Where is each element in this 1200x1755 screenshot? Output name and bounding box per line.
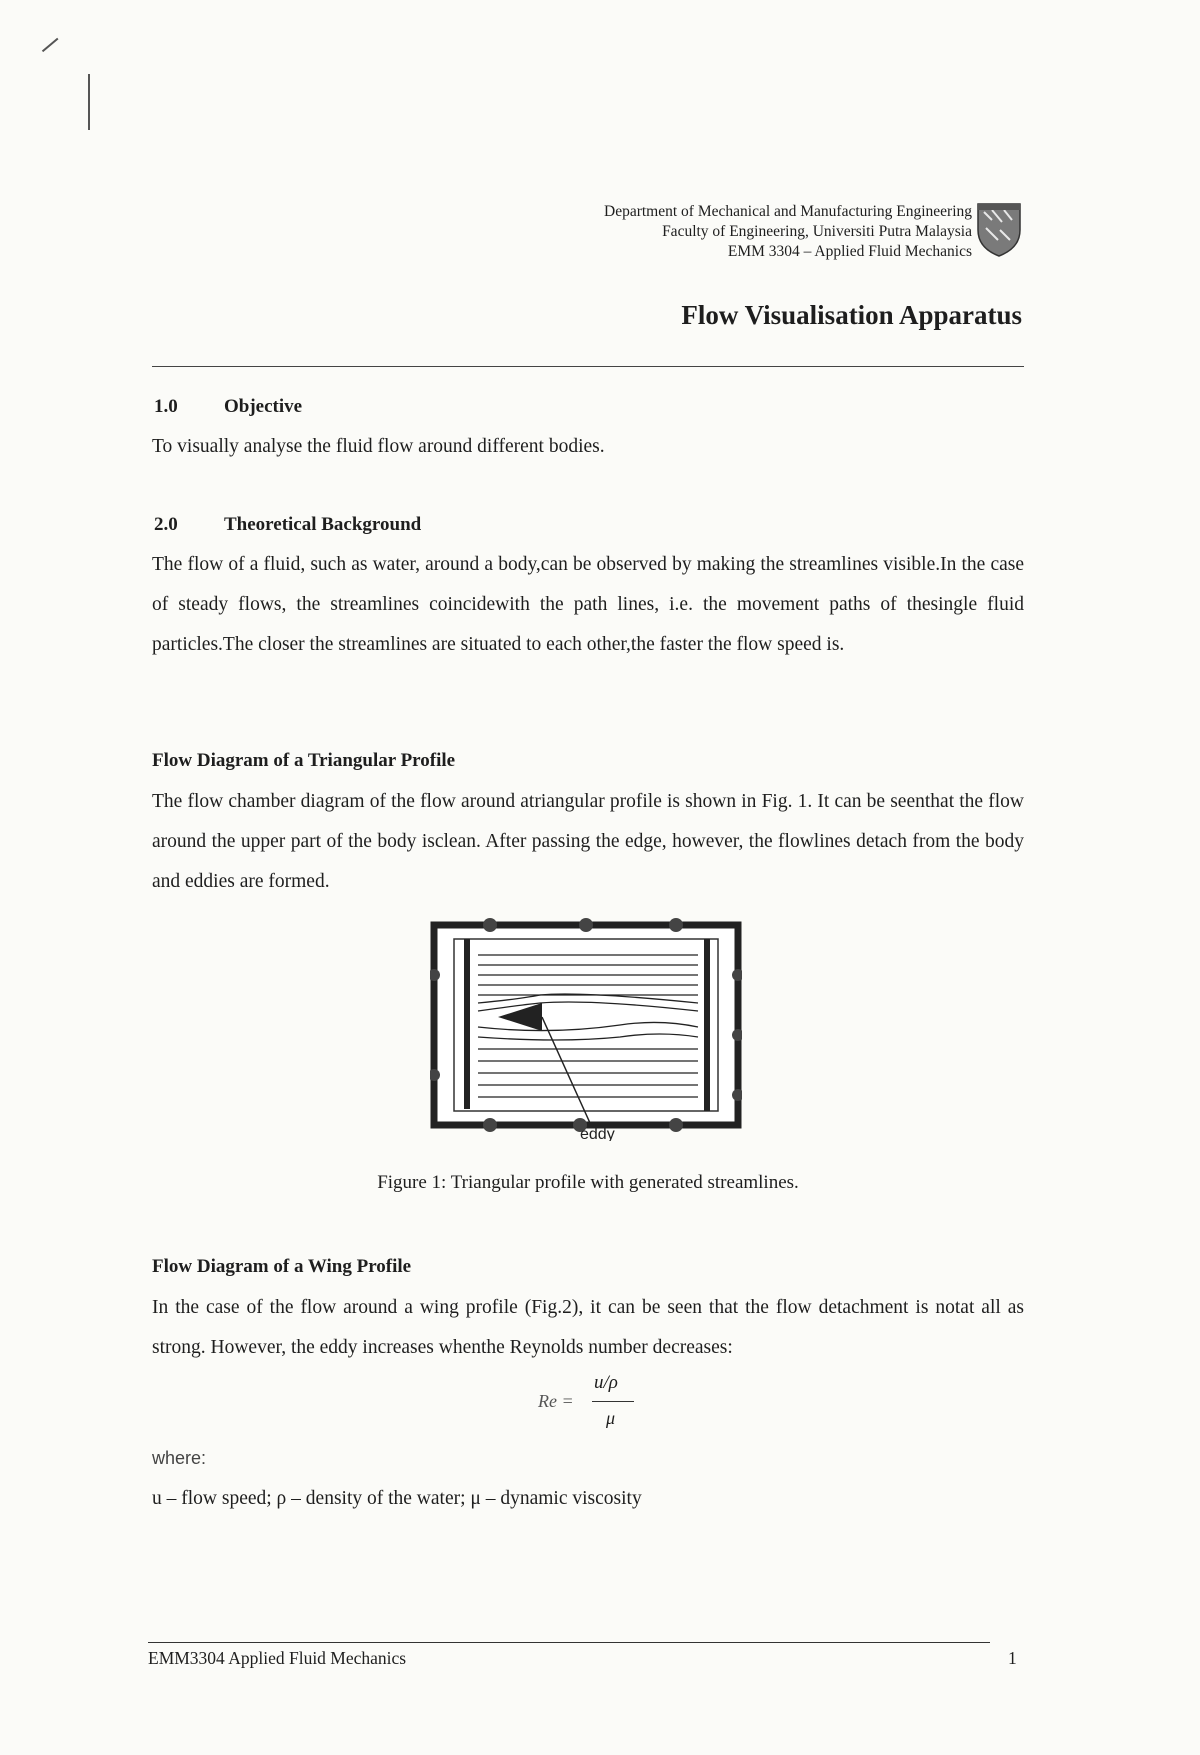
course-line: EMM 3304 – Applied Fluid Mechanics (727, 243, 972, 260)
background-heading (154, 514, 421, 536)
section-number: 2.0 (154, 514, 178, 535)
section-title: Theoretical Background (224, 514, 422, 535)
figure-caption: Figure 1: Triangular profile with generated streamlines. (377, 1172, 799, 1193)
scan-mark (88, 74, 90, 130)
where-label: where: (152, 1448, 207, 1468)
triangular-paragraph: The flow chamber diagram of the flow around atriangular profile is shown in Fig. 1. It can be seenthat the flow around the upper part of the body isclean. After passing the edge, however, the flowlines detach from the body and eddies are formed. (152, 791, 1024, 892)
page-number: 1 (1008, 1648, 1017, 1668)
formula-lhs: Re = (538, 1391, 574, 1411)
footer-divider (148, 1642, 990, 1643)
inlet-bar (464, 939, 470, 1109)
outlet-bar (704, 939, 710, 1111)
flow-chamber-figure (430, 915, 742, 1141)
document-header (604, 202, 972, 262)
university-crest-icon (974, 200, 1024, 258)
page-title: Flow Visualisation Apparatus (681, 300, 1022, 330)
objective-text: To visually analyse the fluid flow around different bodies. (152, 436, 605, 457)
section-number: 1.0 (154, 396, 178, 417)
triangular-heading: Flow Diagram of a Triangular Profile (152, 750, 456, 771)
fraction-bar (592, 1401, 634, 1402)
formula-numerator: u/ρ (594, 1372, 618, 1393)
faculty-line: Faculty of Engineering, Universiti Putra Malaysia (662, 223, 972, 240)
objective-heading (154, 396, 302, 418)
formula-denominator: μ (606, 1408, 616, 1428)
background-paragraph: The flow of a fluid, such as water, around a body,can be observed by making the streamlines visible.In the case of steady flows, the streamlines coincidewith the path lines, i.e. the movement paths of thesingle fluid particles.The closer the streamlines are situated to each other,the faster the flow speed is. (152, 554, 1024, 655)
scan-mark (42, 38, 58, 52)
reynolds-formula (532, 1372, 652, 1438)
wing-heading: Flow Diagram of a Wing Profile (152, 1256, 412, 1277)
department-line: Department of Mechanical and Manufacturing Engineering (604, 203, 972, 220)
footer-course: EMM3304 Applied Fluid Mechanics (148, 1648, 407, 1668)
variable-definitions: u – flow speed; ρ – density of the water; μ – dynamic viscosity (152, 1488, 642, 1509)
section-title: Objective (224, 396, 303, 417)
wing-paragraph: In the case of the flow around a wing profile (Fig.2), it can be seen that the flow detachment is notat all as strong. However, the eddy increases whenthe Reynolds number decreases: (152, 1297, 1024, 1358)
title-divider (152, 366, 1024, 367)
eddy-label: eddy (580, 1126, 615, 1141)
